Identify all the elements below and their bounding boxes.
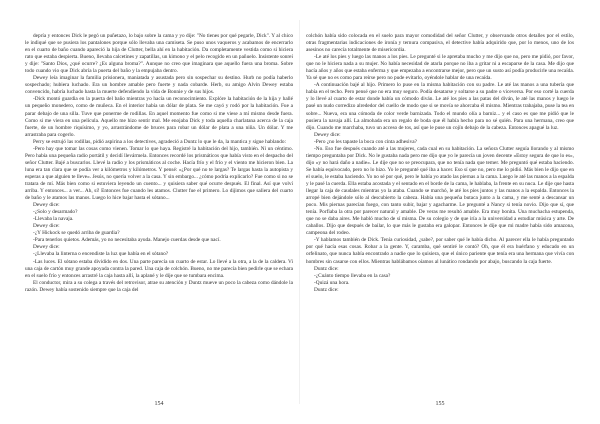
paragraph: -Dick montó guardia en la puerta del baño mientras yo hacía un reconocimiento. Explóre la habitación de la hija y hallé un pequeño monedero, como de muñeca. En el interior había un dólar de plata. Se me cayó y rodó por la habitación. Fue a parar debajo de una silla. Tuve que ponerme de rodillas. En aquel momento fue como si me viese a mí mismo desde fuera. Como si me viera en una película. Aquello me hizo sentir mal. Me enojaba Dick y toda aquella charlatana acerca de la caja fuerte, de un hombre riquísimo, y yo, arrastrándome de bruces para robar un dólar de plata a una niña. Un dólar. Y me arrastraba para cogerlo. [25, 96, 295, 138]
paragraph: -Las luces. El sótano estaba dividido en dos. Una parte parecía un cuarto de estar. Lo llevé a la otra, a la de la caldera. Vi una caja de cartón muy grande apoyada contra la pared. Una caja de colchón. Bueno, no me parecía bien pedirle que se echara en el suelo frío y entonces arrastré la caja hasta allí, la aplané y le dije que se tumbara encima. [25, 258, 295, 279]
paragraph: -Quizá una hora. [314, 279, 350, 286]
left-page [25, 33, 293, 407]
paragraph: -Pero hay que tomar las cosas como vienen. Tomar lo que haya. Registré la habitación del hijo, también. Ni un céntimo. Pero había una pequeña radio portátil y decidí llevármela. Entonces recordé los prismáticos que había visto en el despacho del señor Clutter. Bajé a buscarlos. Llevé la radio y los prismáticos al coche. Hacía frío y el frío y el viento me hicieron bien. La luna era tan clara que se podía ver a kilómetros y kilómetros. Y pensé: «¿Por qué no te largas? Te largas hasta la autopista y esperas a que alguien te lleve». Jesús, no quería volver a la casa. Y sin embargo... ¿cómo podría explicarlo? Fue como si no se tratara de mí. Más bien como si estuviera leyendo un cuento... y quisiera saber qué ocurre después. El final. Así que volví arriba. Y entonces... a ver... Ah, sí! Entonces fue cuando les atamos. Clutter fue el primero. Lo dijimos que saliera del cuarto de baño y le atamos las manos. Luego lo hice bajar hasta el sótano... [25, 145, 295, 202]
paragraph: -Le até los pies y luego las manos a los pies. Le pregunté si le apretaba mucho y me dijo que no, pero me pidió, por favor, que no le hiciera nada a su mujer. No había necesidad de atarla porque no iba a gritar ni a escaparse de la casa. Me dijo que hacía años y años que estaba enferma y que empezaba a encontrarse mejor, pero que un susto así podía producirle una recaída. Ya sé que no es como para reírse pero no pude evitarlo, oyéndole hablar de una recaída. [306, 54, 576, 82]
paragraph: colchón había sido colocada en el suelo para mayor comodidad del señor Clutter, y observando otros detalles por el estilo, otras fragmentarias indicaciones de ironía y ternura compasiva, el detective había adquirido que, por lo menos, uno de los asesinos no carecía totalmente de misericordia. [306, 33, 576, 54]
paragraph: -¿Llevaba la linterna o encendiste la luz que había en el sótano? [33, 251, 169, 258]
paragraph: depría y entonces Dick le pegó un puñetazo, lo bajo sobre la cama y yo dije: "No tienes por qué pegarle, Dick". Y al chico le indiqué que se pusiera los pantalones porque sólo llevaba una camiseta. Se puso unos vaqueros y acabamos de encerrarlo en el cuarto de baño cuando apareció la hija de Clutter, bella ahí en la habitación. Da completamente vestida como si hiciera rato que estaba despierta. Bueno, llevaba calcetines y zapatillas, un kimono y el pelo recogido en un pañuelo. Insistente sonreí y dije: "Santo Dios, ¿qué ocurre? ¿Es alguna broma?". Aunque no creo que imaginara que aquello fuera una broma. Sobre todo cuando vio que Dick abría la puerta del baño y la empujaba dentro. [25, 33, 295, 75]
paragraph: Dewey dice: [33, 223, 60, 230]
paragraph: -No. Eso fue después cuando até a las mujeres, cada cual en su habitación. La señora Clutter seguía llorando y al mismo tiempo preguntaba por Dick. No le gustaba nada pero me dijo que yo le parecía un joven decente «Estoy segura de que lo es», dijo «y no hará daño a nadie». Le dije que no se preocupara, que no tenía nada que temer. Me preguntó qué estaba haciendo. Se había equivocado, pero no lo hizo. Yo le pregunté qué iba a hacer. Eso sí que no, pero me lo pidió. Más bien le dijo que en el suelo, le estaba haciendo. Yo no sé por qué, pero le había yo atado las piernas a la cama. Luego le até las manos a la espalda y le pasé la cuerda. Ella estaba acostada y el sentado en el borde de la cama, le hablaba, la frente en su nuca. Le dije que hasta llegar la caja de caudales mientras yo la ataba. Cuando se marchó, le até los pies juntos y las manos a la espalda. Entonces la arropé bien dejándole sólo al descubierto la cabeza. Había una pequeña butaca junto a la cama, y me senté a descansar un poco. Mis piernas parecían fuego, con tanto subir, bajar y agacharme. Le pregunté a Nancy si tenía novio. Dijo que sí, que tenía. Porfiaba la otra por parecer natural y amable. De veras me resultó amable. Era muy bonita. Una muchacha estupenda, que no se daba aires. Me habló mucho de sí misma. De su colegio y de que iría a la universidad a estudiar música y arte. De caballos. Dijo que después de bailar, lo que más le gustaba era galopar. Entonces le dije que mi madre había sido amazona, campeona del rodeo. [306, 145, 576, 237]
paragraph: -Llevaba la navaja. [33, 216, 74, 223]
paragraph: -¿Solo y desarmado? [33, 209, 78, 216]
paragraph: -¿Y Hickock se quedó arriba de guardia? [33, 230, 120, 237]
paragraph: Duntz dice: [314, 286, 339, 293]
paragraph: -A continuación bajé al hijo. Primero lo puse en la misma habitación con su padre. Le até las manos a una tubería que había en el techo. Pero pensé que no era muy seguro. Podía desatarse y soltarse a su padre o viceversa. Por eso corté la cuerda y lo llevé al cuarto de estar donde había un cómodo diván. Le até los pies a las patas del diván, le até las manos y luego le pasé un nudo corredizo alrededor del cuello de modo que si se movía se ahorcaba él mismo. Mientras trabajaba, puse la tea en sobre... Nueva, era una cómoda de color verde barnizada. Todo el mundo olía a barniz... y el caso es que me pidió que le pusiera la navaja allí. La almohada era un regalo de boda que él había hecho para no sé quién. Para una hermana, creo que dijo. Cuando me marchaba, tuvo un acceso de tos, así que le puse un cojín debajo de la cabeza. Entonces apagué la luz. [306, 82, 576, 131]
paragraph: Perry se estrujó las rodillas, pidió aspirina a los detectives, agradeció a Duntz lo que le da, la mantica y sigue hablando: [33, 138, 286, 145]
paragraph: -¿Cuánto tiempo llevaba en la casa? [314, 272, 391, 279]
paragraph: -Pero ¿no les tapaste la boca con cinta adhesiva? [314, 138, 417, 145]
right-page-text [306, 33, 574, 385]
paragraph: -Y hablamos también de Dick. Tenía curiosidad, ¿sabe?, por saber qué le había dicho. Al parecer ella le había preguntado por qué hacía esas cosas. Robar a la gente. Y, caramba, qué sentiré le contó? Oh, que él era huérfano y educado en un orfelinato, que nunca había encontrado a nadie que lo quisiera, que el único pariente que tenía era una hermana que vivía con hombres sin casarse con ellos. Mientras hablábamos oíamos al lunático rondando por abajo, buscando la caja fuerte. [306, 237, 576, 265]
paragraph: Dewey dice: [314, 131, 341, 138]
paragraph: El conductor, mira a su colega a través del retrovisor, atrae su atención y Duntz mueve un poco la cabeza como dándole la razón. Dewey había sostenido siempre que la caja del [25, 279, 295, 293]
right-page [306, 33, 574, 407]
paragraph: -Para tenerlos quietos. Además, yo no necesitaba ayuda. Manejo cuerdas desde que nací. [33, 237, 221, 244]
page-number: 154 [154, 401, 164, 407]
paragraph: Dewey dice: [33, 202, 60, 209]
left-page-text [25, 33, 293, 385]
page-number: 155 [435, 401, 445, 407]
paragraph: Dewey leía imaginar la familia prisionera, maniatada y asustada pero sin sospechar su destino. Hurb no podía haberlo sospechado; hubiera luchado. Era un hombre amable pero fuerte y nada cobarde. Herb, su amigo Alvin Dewey estaba convencido, habría luchado hasta la muerte defendiendo la vida de Bonnie y de sus hijos. [25, 75, 295, 96]
gutter-divider [299, 20, 300, 404]
paragraph: Dewey dice: [33, 244, 60, 251]
paragraph: Duntz dice: [314, 265, 339, 272]
